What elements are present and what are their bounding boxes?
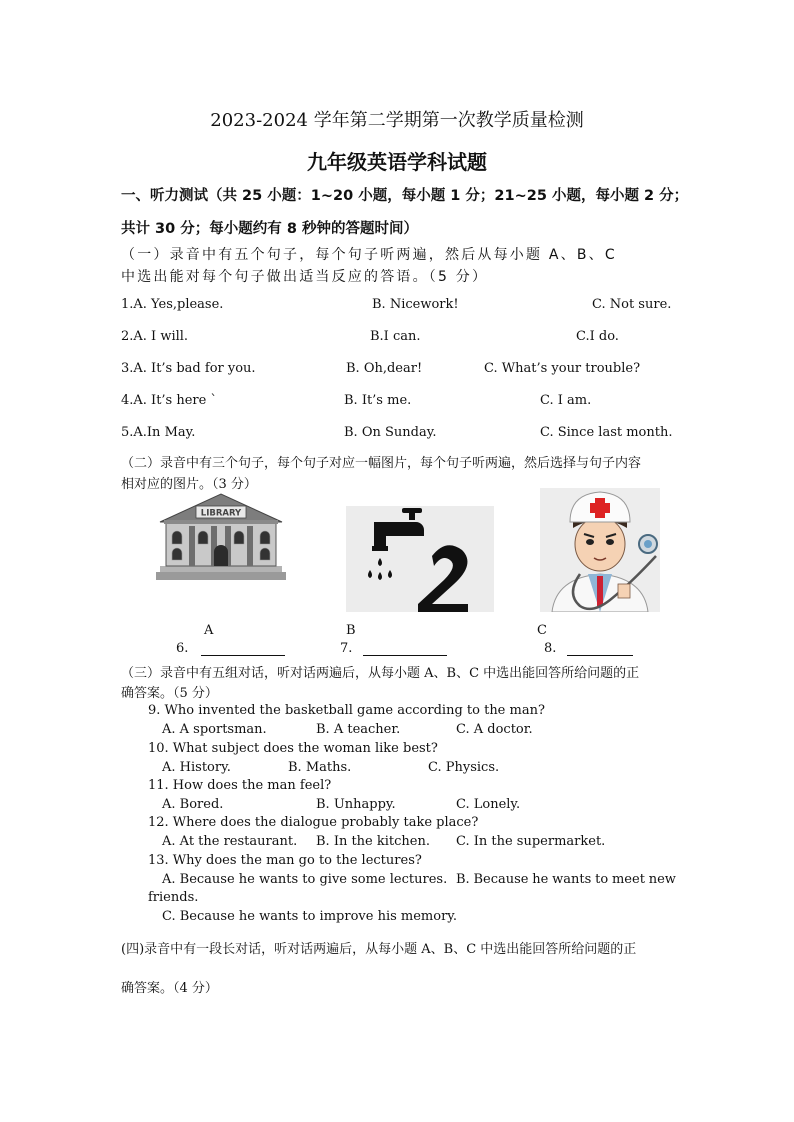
q9-option-a: A. A sportsman. bbox=[162, 722, 267, 737]
q12-option-b: B. In the kitchen. bbox=[316, 834, 430, 849]
q11-option-b: B. Unhappy. bbox=[316, 797, 396, 812]
q13-option-b-word: wants bbox=[552, 872, 592, 887]
q10-question: 10. What subject does the woman like best? bbox=[148, 741, 438, 756]
q13-option-b-word: B. bbox=[456, 872, 470, 887]
answer-blank-8 bbox=[544, 641, 633, 656]
picture-label-a: A bbox=[204, 623, 214, 638]
q1-option-c: C. Not sure. bbox=[592, 297, 672, 312]
part3-instruction: （三）录音中有五组对话，听对话两遍后，从每小题 A、B、C 中选出能回答所给问题的正 bbox=[121, 666, 640, 681]
q13-option-b-word: meet bbox=[611, 872, 645, 887]
q12-option-c: C. In the supermarket. bbox=[456, 834, 606, 849]
q2-option-a: 2.A. I will. bbox=[121, 329, 189, 344]
q12-option-a: A. At the restaurant. bbox=[162, 834, 298, 849]
answer-blank-7 bbox=[340, 641, 447, 656]
q9-question: 9. Who invented the basketball game according to the man? bbox=[148, 703, 545, 718]
q13-question: 13. Why does the man go to the lectures? bbox=[148, 853, 422, 868]
answer-line-7[interactable] bbox=[363, 641, 447, 656]
q3-option-c: C. What’s your trouble? bbox=[484, 361, 641, 376]
picture-label-c: C bbox=[537, 623, 547, 638]
q13-option-b-word: new bbox=[648, 872, 676, 887]
answer-line-8[interactable] bbox=[567, 641, 633, 656]
q4-option-b: B. It’s me. bbox=[344, 393, 412, 408]
part2-instruction: （二）录音中有三个句子，每个句子对应一幅图片，每个句子听两遍，然后选择与句子内容 bbox=[121, 456, 642, 471]
q12-question: 12. Where does the dialogue probably take place? bbox=[148, 815, 479, 830]
library-sign: LIBRARY bbox=[200, 508, 242, 519]
q11-option-c: C. Lonely. bbox=[456, 797, 521, 812]
q5-option-c: C. Since last month. bbox=[540, 425, 673, 440]
q13-option-c: C. Because he wants to improve his memory. bbox=[162, 909, 458, 924]
part4-instruction: (四)录音中有一段长对话，听对话两遍后，从每小题 A、B、C 中选出能回答所给问题的正 bbox=[121, 942, 637, 957]
part1-instruction: （一）录音中有五个句子，每个句子听两遍，然后从每小题 A、B、C bbox=[121, 247, 617, 263]
part3-instruction-cont: 确答案。（5 分） bbox=[121, 686, 218, 701]
blank-number-6: 6. bbox=[176, 641, 189, 656]
blank-number-7: 7. bbox=[340, 641, 353, 656]
answer-blank-6 bbox=[176, 641, 285, 656]
part1-instruction-cont: 中选出能对每个句子做出适当反应的答语。（5 分） bbox=[121, 269, 489, 285]
q3-option-a: 3.A. It’s bad for you. bbox=[121, 361, 256, 376]
q13-option-b-word: to bbox=[595, 872, 609, 887]
answer-line-6[interactable] bbox=[201, 641, 285, 656]
section-heading-cont: 共计 30 分；每小题约有 8 秒钟的答题时间） bbox=[121, 221, 418, 237]
part2-instruction-cont: 相对应的图片。（3 分） bbox=[121, 477, 257, 492]
q5-option-a: 5.A.In May. bbox=[121, 425, 196, 440]
blank-number-8: 8. bbox=[544, 641, 557, 656]
picture-label-b: B bbox=[346, 623, 356, 638]
q10-option-c: C. Physics. bbox=[428, 760, 500, 775]
q3-option-b: B. Oh,dear! bbox=[346, 361, 423, 376]
q2-option-b: B.I can. bbox=[370, 329, 421, 344]
q13-option-b-cont: friends. bbox=[148, 890, 199, 905]
q2-option-c: C.I do. bbox=[576, 329, 619, 344]
q10-option-b: B. Maths. bbox=[288, 760, 352, 775]
q11-option-a: A. Bored. bbox=[162, 797, 224, 812]
q9-option-b: B. A teacher. bbox=[316, 722, 401, 737]
q11-question: 11. How does the man feel? bbox=[148, 778, 332, 793]
q4-option-c: C. I am. bbox=[540, 393, 592, 408]
library-picture bbox=[156, 492, 286, 580]
page-subtitle: 九年级英语学科试题 bbox=[307, 150, 487, 174]
dripping-tap-picture bbox=[346, 506, 494, 612]
section-heading: 一、听力测试（共 25 小题：1~20 小题，每小题 1 分；21~25 小题，每小题 2 分； bbox=[121, 188, 689, 204]
doctor-picture bbox=[540, 488, 660, 612]
q13-option-a: A. Because he wants to give some lectures. bbox=[162, 872, 448, 887]
q9-option-c: C. A doctor. bbox=[456, 722, 533, 737]
q13-option-b-word: he bbox=[532, 872, 549, 887]
q13-option-b bbox=[456, 872, 676, 887]
q1-option-a: 1.A. Yes,please. bbox=[121, 297, 224, 312]
q10-option-a: A. History. bbox=[162, 760, 231, 775]
part4-instruction-cont: 确答案。（4 分） bbox=[121, 981, 218, 996]
q4-option-a: 4.A. It’s here ` bbox=[121, 393, 217, 408]
q13-option-b-word: Because bbox=[473, 872, 529, 887]
q1-option-b: B. Nicework! bbox=[372, 297, 459, 312]
page-title: 2023-2024 学年第二学期第一次教学质量检测 bbox=[210, 110, 584, 131]
q5-option-b: B. On Sunday. bbox=[344, 425, 437, 440]
